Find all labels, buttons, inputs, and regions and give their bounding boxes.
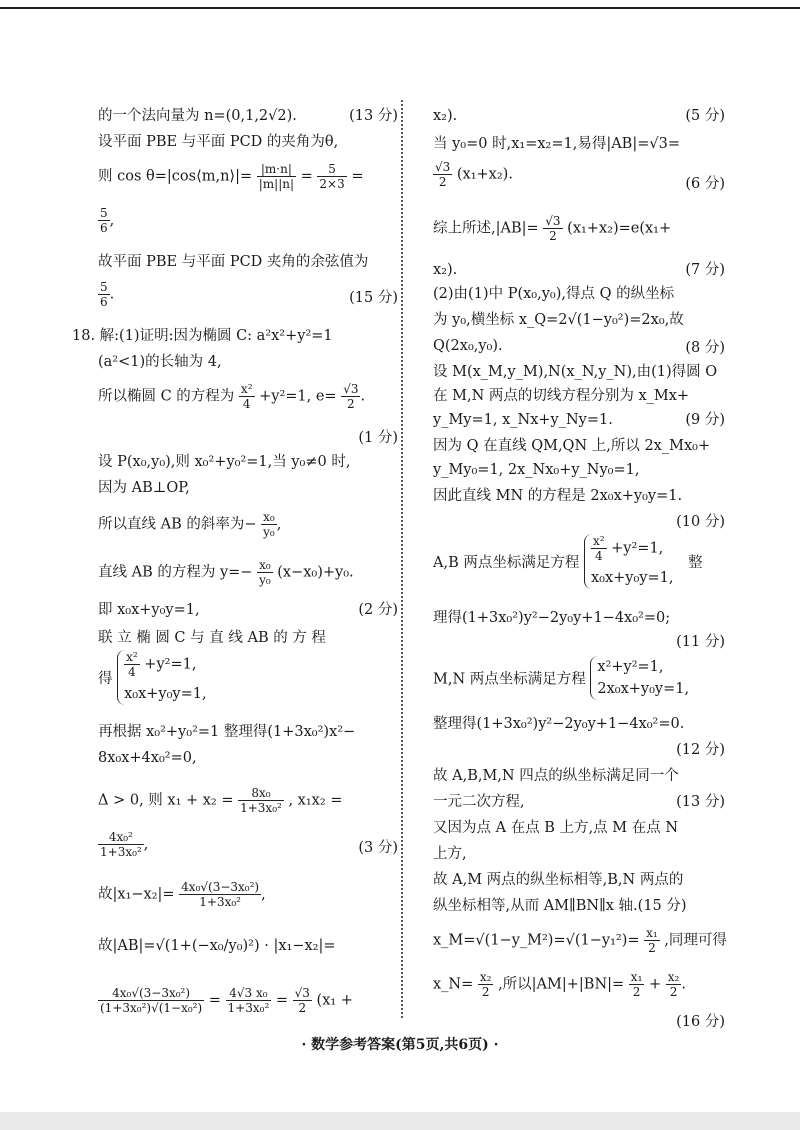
formula-line: 所以直线 AB 的斜率为− $\frac{\text{x₀}}{\text{y₀}}$ , <box>98 510 282 539</box>
formula-line: $\frac{\text{4x₀²}}{\text{1+3x₀²}}$ , <box>100 830 149 859</box>
text-line: 即 x₀x+y₀y=1, <box>98 602 200 618</box>
text-line: 设 M(x_M,y_M),N(x_N,y_N),由(1)得圆 O <box>433 364 718 380</box>
text-line: 上方, <box>433 846 467 862</box>
text-line: 8x₀x+4x₀²=0, <box>98 750 197 766</box>
text-line: (a²<1)的长轴为 4, <box>98 354 222 370</box>
text-line: 理得(1+3x₀²)y²−2y₀y+1−4x₀²=0; <box>433 610 671 626</box>
text-line: 纵坐标相等,从而 AM∥BN∥x 轴.(15 分) <box>433 898 687 914</box>
page-footer: · 数学参考答案(第5页,共6页) · <box>301 1037 499 1053</box>
text-line: 故 A,B,M,N 四点的纵坐标满足同一个 <box>433 768 679 784</box>
score-mark: (13 分) <box>676 794 725 810</box>
text-line: 因此直线 MN 的方程是 2x₀x+y₀y=1. <box>433 488 683 504</box>
text-line: 故 A,M 两点的纵坐标相等,B,N 两点的 <box>433 872 684 888</box>
text-line: 在 M,N 两点的切线方程分别为 x_Mx+ <box>433 388 690 404</box>
text-line: 设平面 PBE 与平面 PCD 的夹角为θ, <box>98 134 339 150</box>
equation-system: 得 $\frac{\text{x²}}{4}$ +y²=1, x₀x+y₀y=1, <box>98 650 398 705</box>
text-line: Q(2x₀,y₀). <box>433 338 503 354</box>
formula-line: $\frac{5}{6}$ , <box>100 206 115 235</box>
text-line: 的一个法向量为 n=(0,1,2√2). <box>98 108 297 124</box>
formula-line: 故|AB|=√(1+(−x₀/y₀)²) · |x₁−x₂|= <box>98 938 336 954</box>
score-mark: (16 分) <box>676 1014 725 1030</box>
score-mark: (3 分) <box>358 840 398 856</box>
equation-system: A,B 两点坐标满足方程 $\frac{\text{x²}}{4}$ +y²=1, x₀x+y₀y=1, 整 <box>433 534 725 589</box>
formula-line: 则 cos θ=|cos⟨m,n⟩|= $\frac{|m\cdot n|}{|m||n|}$ = $\frac{5}{2\times 3}$ = <box>98 162 364 191</box>
formula-line: $\frac{\text{4x₀√(3−3x₀²)}}{\text{(1+3x₀²)√(1−x₀²)}}$ = $\frac{\text{4√3 x₀}}{\text{1+3x₀²}}$ = $\frac{√3}{2}$ (x₁ + <box>100 986 353 1015</box>
score-mark: (10 分) <box>676 514 725 530</box>
text-line: x₂). <box>433 262 458 278</box>
text-line: 再根据 x₀²+y₀²=1 整理得(1+3x₀²)x²− <box>98 724 356 740</box>
score-mark: (1 分) <box>358 430 398 446</box>
score-mark: (5 分) <box>685 108 725 124</box>
formula-line: x_M=√(1−y_M²)=√(1−y₁²)= $\frac{\text{x₁}}{2}$ ,同理可得 <box>433 926 727 955</box>
formula-line: Δ > 0, 则 x₁ + x₂ = $\frac{\text{8x₀}}{\text{1+3x₀²}}$ , x₁x₂ = <box>98 786 343 815</box>
text-line: 当 y₀=0 时,x₁=x₂=1,易得|AB|=√3= <box>433 136 680 152</box>
question-heading: 18. 解:(1)证明:因为椭圆 C: a²x²+y²=1 <box>72 328 333 344</box>
formula-line: x_N= $\frac{\text{x₂}}{2}$ ,所以|AM|+|BN|= $\frac{\text{x₁}}{2}$ + $\frac{\text{x₂}}{2}$ . <box>433 970 686 999</box>
text-line: y_My₀=1, 2x_Nx₀+y_Ny₀=1, <box>433 462 640 478</box>
formula-line: 故|x₁−x₂|= $\frac{\text{4x₀√(3−3x₀²)}}{\text{1+3x₀²}}$ , <box>98 880 266 909</box>
score-mark: (11 分) <box>676 634 725 650</box>
text-line: 又因为点 A 在点 B 上方,点 M 在点 N <box>433 820 679 836</box>
formula-line: 综上所述,|AB|= $\frac{√3}{2}$ (x₁+x₂)=e(x₁+ <box>433 214 672 243</box>
score-mark: (13 分) <box>349 108 398 124</box>
score-mark: (15 分) <box>349 290 398 306</box>
text-line: 联 立 椭 圆 C 与 直 线 AB 的 方 程 <box>98 630 326 646</box>
equation-system: M,N 两点坐标满足方程 x²+y²=1, 2x₀x+y₀y=1, <box>433 656 725 700</box>
top-border <box>0 7 800 9</box>
score-mark: (6 分) <box>685 176 725 192</box>
score-mark: (2 分) <box>358 602 398 618</box>
formula-line: $\frac{√3}{2}$ (x₁+x₂). <box>435 160 513 189</box>
score-mark: (7 分) <box>685 262 725 278</box>
score-mark: (8 分) <box>685 340 725 356</box>
score-mark: (9 分) <box>685 412 725 428</box>
column-divider <box>401 100 403 1018</box>
text-line: 因为 Q 在直线 QM,QN 上,所以 2x_Mx₀+ <box>433 438 711 454</box>
formula-line: $\frac{5}{6}$ . <box>100 280 115 309</box>
text-line: 故平面 PBE 与平面 PCD 夹角的余弦值为 <box>98 254 369 270</box>
score-mark: (12 分) <box>676 742 725 758</box>
text-line: 整理得(1+3x₀²)y²−2y₀y+1−4x₀²=0. <box>433 716 685 732</box>
text-line: y_My=1, x_Nx+y_Ny=1. <box>433 412 613 428</box>
formula-line: 直线 AB 的方程为 y=− $\frac{\text{x₀}}{\text{y₀}}$ (x−x₀)+y₀. <box>98 558 354 587</box>
text-line: 为 y₀,横坐标 x_Q=2√(1−y₀²)=2x₀,故 <box>433 312 684 328</box>
bottom-margin <box>0 1112 800 1130</box>
text-line: 因为 AB⊥OP, <box>98 480 190 496</box>
formula-line: 所以椭圆 C 的方程为 $\frac{\text{x²}}{4}$ +y²=1, e= $\frac{√3}{2}$ . <box>98 382 366 411</box>
text-line: x₂). <box>433 108 458 124</box>
text-line: (2)由(1)中 P(x₀,y₀),得点 Q 的纵坐标 <box>433 286 675 302</box>
text-line: 一元二次方程, <box>433 794 525 810</box>
text-line: 设 P(x₀,y₀),则 x₀²+y₀²=1,当 y₀≠0 时, <box>98 454 351 470</box>
